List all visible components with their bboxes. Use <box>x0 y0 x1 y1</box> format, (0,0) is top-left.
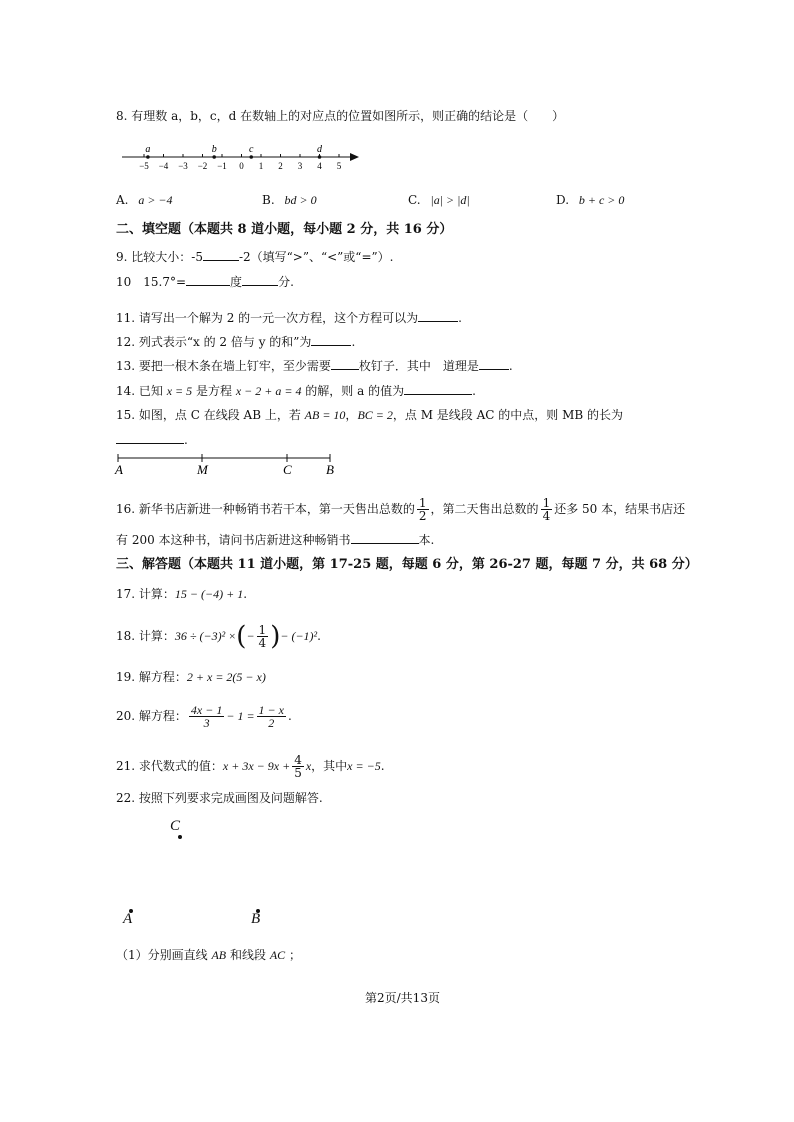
q17-label: 17. 计算： <box>116 587 175 601</box>
q15-text-a: 15. 如图，点 C 在线段 AB 上，若 <box>116 408 301 422</box>
q22-sub1-a: （1）分别画直线 <box>116 948 208 962</box>
number-line-point-label-b: b <box>211 144 217 155</box>
q15-end: . <box>184 433 188 447</box>
label-m: M <box>197 462 208 477</box>
q15-blank[interactable] <box>116 431 184 444</box>
q21-expr-a: x + 3x − 9x + <box>222 759 291 773</box>
q9-mid: -2（填写“>”、“<”或“=”）. <box>238 250 394 264</box>
section2-title: 二、填空题（本题共 8 道小题，每小题 2 分，共 16 分） <box>116 222 453 237</box>
q13-blank-2[interactable] <box>479 357 509 370</box>
q15-ab: AB = 10 <box>304 408 346 422</box>
q9-prefix: 9. 比较大小：-5 <box>116 250 203 264</box>
q18 <box>116 622 321 651</box>
q8-stem: 8. 有理数 a，b，c，d 在数轴上的对应点的位置如图所示，则正确的结论是（ ） <box>116 109 565 123</box>
q13-mid: 枚钉子．其中 道理是 <box>358 359 479 373</box>
paren-left: ( <box>236 621 247 652</box>
option-key: C. <box>408 193 421 207</box>
q20-fraction-1: $\frac{4x - 1}{3}$ <box>190 703 223 730</box>
q16-text-2: ，第二天售出总数的 <box>430 502 539 516</box>
minus-sign: − <box>246 629 255 643</box>
number-line-tick-label: 1 <box>258 161 264 171</box>
q18-fraction: $\frac{1}{4}$ <box>258 623 267 650</box>
option-key: B. <box>262 193 275 207</box>
q8-option-d[interactable] <box>556 193 624 208</box>
q14 <box>116 382 476 399</box>
number-line-tick-label: −2 <box>197 161 208 171</box>
q18-expr-a: 36 ÷ (−3)² × <box>174 629 237 643</box>
number-line-tick-label: 0 <box>239 161 244 171</box>
q21-cond: x = −5 <box>347 759 381 773</box>
q20-fraction-2: $\frac{1 - x}{2}$ <box>258 703 284 730</box>
label-c: C <box>283 462 292 477</box>
point-b-label: B <box>251 911 261 927</box>
q15-bc: BC = 2 <box>357 408 393 422</box>
point-c-label: C <box>170 818 181 834</box>
q11-end: . <box>458 311 462 325</box>
q14-prefix: 14. 已知 <box>116 384 163 398</box>
q21 <box>116 752 385 780</box>
q22-sub1-b: 和线段 <box>229 948 266 962</box>
q15-segment-figure <box>112 452 342 478</box>
number-line-point-a <box>146 155 150 159</box>
q22-sub1-ab: AB <box>211 948 227 962</box>
q14-eq2: x − 2 + a = 4 <box>235 384 302 398</box>
q10 <box>116 273 294 290</box>
q8-option-b[interactable] <box>262 193 317 208</box>
q16-text-1: 16. 新华书店新进一种畅销书若干本，第一天售出总数的 <box>116 502 415 516</box>
q18-label: 18. 计算： <box>116 629 175 643</box>
number-line-tick-label: −3 <box>178 161 188 171</box>
number-line-tick-label: 4 <box>317 161 322 171</box>
paren-right: ) <box>270 621 281 652</box>
q12 <box>116 333 355 350</box>
q17-end: . <box>243 587 248 601</box>
q13-text: 13. 要把一根木条在墙上钉牢，至少需要 <box>116 359 331 373</box>
q14-suffix: 的解，则 a 的值为 <box>305 384 405 398</box>
q21-fraction: $\frac{4}{5}$ <box>294 753 302 780</box>
q22-sub1-ac: AC <box>269 948 286 962</box>
number-line-tick-label: −4 <box>158 161 169 171</box>
option-expr: bd > 0 <box>284 193 317 207</box>
q8-number-line <box>118 140 368 176</box>
q10-prefix: 10 15.7°= <box>116 275 187 289</box>
q9-blank[interactable] <box>203 248 239 261</box>
q13 <box>116 357 513 374</box>
number-line-point-d <box>318 155 322 159</box>
number-line-tick-label: −5 <box>139 161 149 171</box>
number-line-point-label-d: d <box>317 144 322 155</box>
number-line-tick-label: 3 <box>297 161 303 171</box>
q16-line1 <box>116 495 685 523</box>
q15-line2 <box>116 431 188 448</box>
option-expr: |a| > |d| <box>430 193 470 207</box>
q16-line2 <box>116 531 434 548</box>
q16-end: 本. <box>418 533 435 547</box>
q12-blank[interactable] <box>311 333 351 346</box>
q21-end: . <box>380 759 385 773</box>
fraction-half: $\frac{1}{2}$ <box>418 496 427 523</box>
q16-text-4: 有 200 本这种书，请问书店新进这种畅销书 <box>116 533 351 547</box>
q14-end: . <box>472 384 476 398</box>
point-a-label: A <box>123 911 133 927</box>
q13-end: . <box>508 359 513 373</box>
number-line-arrow <box>350 153 359 161</box>
q8-option-c[interactable] <box>408 193 470 208</box>
q19 <box>116 669 266 685</box>
q15-line1 <box>116 407 623 423</box>
q15-comma: ， <box>345 408 358 422</box>
q22-sub1 <box>116 947 301 963</box>
number-line-tick-label: −1 <box>217 161 227 171</box>
q14-eq1: x = 5 <box>166 384 193 398</box>
q10-suffix: 分. <box>278 275 294 289</box>
number-line-tick-label: 2 <box>278 161 283 171</box>
section3-title: 三、解答题（本题共 11 道小题，第 17-25 题，每题 6 分，第 26-27 题，每题 7 分，共 68 分） <box>116 557 698 572</box>
q20-end: . <box>287 709 292 723</box>
q14-mid: 是方程 <box>196 384 233 398</box>
q18-expr-b: − (−1)² <box>280 629 318 643</box>
q19-label: 19. 解方程： <box>116 670 187 684</box>
number-line-point-label-c: c <box>249 144 254 155</box>
option-key: A. <box>116 193 129 207</box>
q22-sub1-c: ； <box>288 948 301 962</box>
q22: 22. 按照下列要求完成画图及问题解答. <box>116 791 323 805</box>
q12-text: 12. 列式表示“x 的 2 倍与 y 的和”为 <box>116 335 312 349</box>
q21-label: 21. 求代数式的值： <box>116 759 223 773</box>
q21-mid: ，其中 <box>311 759 348 773</box>
point-c[interactable] <box>178 835 182 839</box>
q11-blank[interactable] <box>418 309 458 322</box>
q9 <box>116 248 393 265</box>
label-a: A <box>115 462 123 477</box>
q20 <box>116 702 292 730</box>
q14-blank[interactable] <box>404 382 472 395</box>
q19-expr: 2 + x = 2(5 − x) <box>186 670 266 684</box>
number-line-point-c <box>249 155 253 159</box>
q11 <box>116 309 462 326</box>
number-line-point-b <box>212 155 216 159</box>
page-footer: 第2页/共13页 <box>365 991 440 1005</box>
number-line-tick-label: 5 <box>336 161 342 171</box>
option-key: D. <box>556 193 570 207</box>
q12-end: . <box>351 335 356 349</box>
option-expr: a > −4 <box>138 193 173 207</box>
fraction-quarter: $\frac{1}{4}$ <box>542 496 551 523</box>
q10-mid: 度 <box>230 275 243 289</box>
q10-blank-minute[interactable] <box>242 273 278 286</box>
q15-text-b: ，点 M 是线段 AC 的中点，则 MB 的长为 <box>392 408 624 422</box>
q20-label: 20. 解方程： <box>116 709 187 723</box>
q16-blank[interactable] <box>351 531 419 544</box>
q17 <box>116 586 247 602</box>
q20-mid: − 1 = <box>226 709 255 723</box>
q18-end: . <box>317 629 321 643</box>
q17-expr: 15 − (−4) + 1 <box>174 587 244 601</box>
option-expr: b + c > 0 <box>578 193 625 207</box>
q13-blank-1[interactable] <box>331 357 359 370</box>
q21-expr-b: x <box>305 759 312 773</box>
q11-text: 11. 请写出一个解为 2 的一元一次方程，这个方程可以为 <box>116 311 419 325</box>
q10-blank-degree[interactable] <box>186 273 230 286</box>
q16-text-3: 还多 50 本，结果书店还 <box>554 502 686 516</box>
number-line-point-label-a: a <box>145 144 151 155</box>
q8-option-a[interactable] <box>116 193 173 208</box>
label-b: B <box>326 462 334 477</box>
